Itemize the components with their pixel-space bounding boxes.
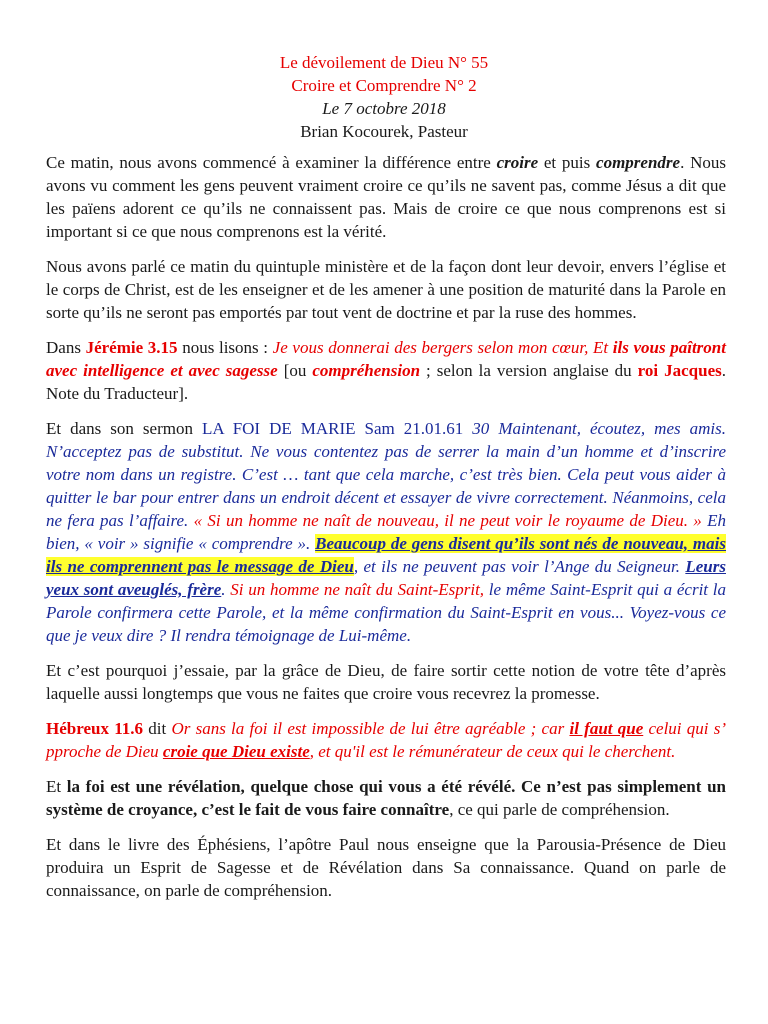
- paragraph-2: [46, 255, 726, 324]
- document-subtitle: Croire et Comprendre N° 2: [291, 76, 477, 95]
- paragraph-6: [46, 717, 739, 763]
- p7-emphasis: la foi est une révélation, quelque chose qui vous a été révélé. Ce n’est pas simplement un système de croyance, c’est le fait de vous faire connaître: [46, 777, 726, 819]
- p3-word-comprehension: compréhension: [312, 361, 421, 380]
- p7-text: Et: [46, 777, 67, 796]
- sermon-quote-emphasis: Leurs yeux sont aveuglés, frère: [46, 557, 726, 599]
- sermon-quote: .: [221, 580, 231, 599]
- p1-text: et puis: [538, 153, 597, 172]
- p3-text: Dans: [46, 338, 86, 357]
- paragraph-1: [46, 151, 726, 243]
- p1-word-croire: croire: [496, 153, 539, 172]
- sermon-quote: 30 Maintenant, écoutez, mes amis. N’acceptez pas de substitut. Ne vous contentez pas de serrer la main d’un homme et d’inscrire votre nom dans un registre. C’est … tant que cela marche, c’est très bien. Cela peut vous aider à quitter le bar pour entrer dans un endroit décent et essayer de vivre correctement. Néanmoins, cela ne fera pas l’affaire.: [46, 419, 726, 530]
- scripture-quote: , et qu'il est le rémunérateur de ceux qui le cherchent.: [309, 742, 676, 761]
- document-author: Brian Kocourek, Pasteur: [300, 122, 468, 141]
- p6-text: dit: [143, 719, 172, 738]
- document-header: [0, 51, 768, 143]
- paragraph-8: [46, 833, 726, 902]
- scripture-quote: celui qui s’ pproche de Dieu: [46, 719, 739, 761]
- sermon-quote: , et ils ne peuvent pas voir l’Ange du Seigneur.: [353, 557, 686, 576]
- sermon-quote: le même Saint-Esprit qui a écrit la Parole confirmera cette Parole, et la même confirmation du Saint-Esprit en vous... Voyez-vous ce que je veux dire ? Il rendra témoignage de Lui-même.: [46, 580, 727, 645]
- paragraph-3: [46, 336, 726, 405]
- p1-word-comprendre: comprendre: [596, 153, 681, 172]
- p8-text: Et dans le livre des Éphésiens, l’apôtre Paul nous enseigne que la Parousia-Présence de Dieu produira un Esprit de Sagesse et de Révélation dans Sa connaissance. Quand on parle de connaissance, on parle de compréhension.: [46, 835, 726, 900]
- p3-text: ; selon la version anglaise du: [420, 361, 638, 380]
- sermon-title: LA FOI DE MARIE Sam 21.01.61: [201, 419, 464, 438]
- scripture-quote-emphasis: il faut que: [569, 719, 644, 738]
- document-date: Le 7 octobre 2018: [322, 99, 446, 118]
- p7-text: , ce qui parle de compréhension.: [449, 800, 670, 819]
- scripture-reference: Jérémie 3.15: [85, 338, 178, 357]
- scripture-quote: Je vous donnerai des bergers selon mon cœur, Et: [272, 338, 613, 357]
- p3-text: . Note du Traducteur].: [46, 361, 726, 403]
- p2-text: Nous avons parlé ce matin du quintuple ministère et de la façon dont leur devoir, envers l’église et le corps de Christ, est de les enseigner et de les amener à une position de maturité dans la Parole en sorte qu’ils ne seront pas emportés par tout vent de doctrine et par la ruse des hommes.: [46, 257, 726, 322]
- paragraph-7: [46, 775, 726, 821]
- scripture-quote-emphasis: ils vous paîtront avec intelligence et avec sagesse: [46, 338, 726, 380]
- sermon-quote-red: Si un homme ne naît du Saint-Esprit,: [230, 580, 485, 599]
- p5-text: Et c’est pourquoi j’essaie, par la grâce de Dieu, de faire sortir cette notion de votre tête d’après laquelle aussi longtemps que vous ne faites que croire vous recevrez la promesse.: [46, 661, 726, 703]
- paragraph-5: [46, 659, 726, 705]
- p1-text: . Nous avons vu comment les gens peuvent vraiment croire ce qu’ils ne savent pas, comme Jésus a dit que les païens adorent ce qu’ils ne connaissent pas. Mais de croire ce que nous comprenons est si important si ce que nous comprenons est la vérité.: [46, 153, 726, 241]
- p3-king-james: roi Jacques: [637, 361, 722, 380]
- highlighted-quote: Beaucoup de gens disent qu’ils sont nés de nouveau, mais ils ne comprennent pas le message de Dieu: [46, 534, 726, 576]
- sermon-quote: Eh bien, « voir » signifie « comprendre ».: [46, 511, 726, 553]
- p4-text: Et dans son sermon: [46, 419, 202, 438]
- scripture-quote: Or sans la foi il est impossible de lui être agréable ; car: [171, 719, 570, 738]
- scripture-quote-emphasis: croie que Dieu existe: [162, 742, 310, 761]
- scripture-reference: Hébreux 11.6: [46, 719, 144, 738]
- p1-text: Ce matin, nous avons commencé à examiner la différence entre: [46, 153, 497, 172]
- sermon-quote-red: « Si un homme ne naît de nouveau, il ne peut voir le royaume de Dieu. »: [193, 511, 702, 530]
- paragraph-4: [46, 417, 726, 647]
- p3-text: nous lisons :: [177, 338, 273, 357]
- p3-text: [ou: [277, 361, 313, 380]
- document-body: [46, 151, 739, 914]
- document-title: Le dévoilement de Dieu N° 55: [279, 53, 489, 72]
